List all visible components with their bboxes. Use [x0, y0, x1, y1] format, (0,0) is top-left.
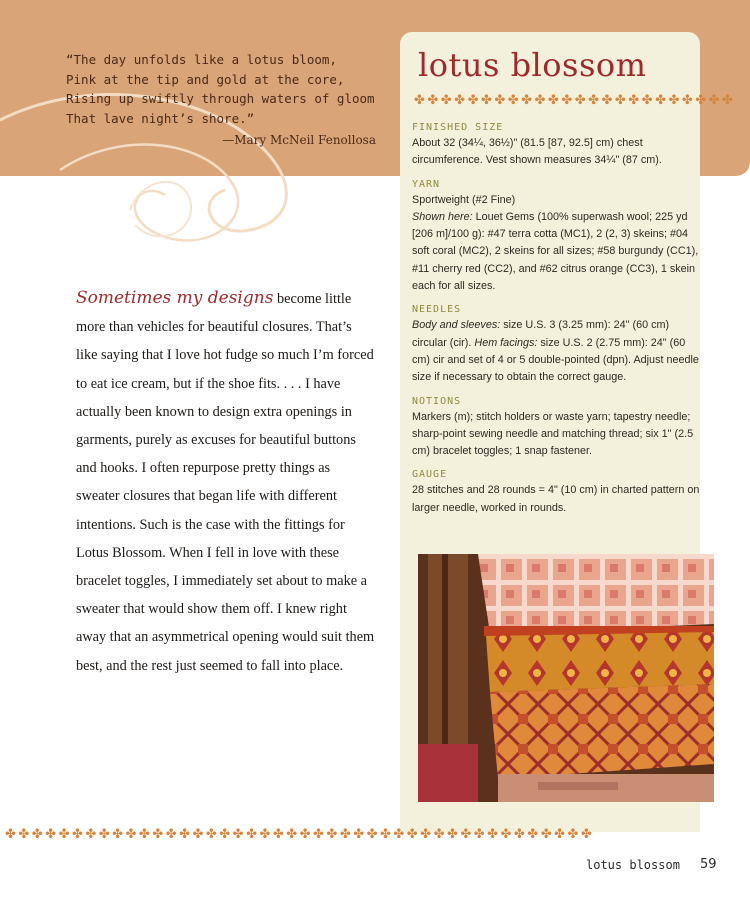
intro-paragraph [76, 284, 376, 680]
sweater-photo-illustration [418, 554, 714, 802]
spec-finished-size: About 32 (34¼, 36½)" (81.5 [87, 92.5] cm) chest circumference. Vest shown measures 34¼" (87 cm). [412, 137, 662, 167]
spec-needles [412, 317, 702, 386]
spec-yarn-label: Shown here: [412, 210, 473, 223]
spec-notions: Markers (m); stitch holders or waste yarn; tapestry needle; sharp-point sewing needle and matching thread; six 1" (2.5 cm) bracelet toggles; 1 snap fastener. [412, 410, 694, 458]
spec-heading-notions: NOTIONS [412, 395, 462, 407]
epigraph-quote [66, 50, 396, 151]
spec-gauge: 28 stitches and 28 rounds = 4" (10 cm) in charted pattern on larger needle, worked in rounds. [412, 484, 700, 514]
quote-line: Rising up swiftly through waters of gloom [66, 91, 375, 107]
spec-heading-finished-size: FINISHED SIZE [412, 122, 504, 133]
flower-motif-border-bottom: ✤✤✤✤✤✤✤✤✤✤✤✤✤✤✤✤✤✤✤✤✤✤✤✤✤✤✤✤✤✤✤✤✤✤✤✤✤✤✤✤✤✤✤✤ [5, 826, 595, 841]
page-number: 59 [700, 857, 717, 872]
spec-needles-text-1: size U.S. 3 (3.25 mm): 24" (60 cm) circular (cir). [412, 319, 670, 349]
spec-needles-label-1: Body and sleeves: [412, 319, 501, 332]
intro-text: become little more than vehicles for beautiful closures. That’s like saying that I love hot fudge so much I’m forced to eat ice cream, but if the shoe fits. . . . I have actually been known to design extra openings in garments, purely as excuses for beautiful buttons and hooks. I often repurpose pretty things as sweater closures that began life with different intentions. Such is the case with the fittings for Lotus Blossom. When I fell in love with these bracelet toggles, I immediately set about to make a sweater that would show them off. I knew right away that an asymmetrical opening would suit them best, and the rest just seemed to fall into place. [76, 291, 375, 674]
quote-line: “The day unfolds like a lotus bloom, [66, 52, 337, 67]
running-footer-title: lotus blossom [586, 858, 680, 872]
spec-yarn-weight: Sportweight (#2 Fine) [412, 193, 516, 206]
spec-heading-yarn: YARN [412, 178, 441, 190]
quote-line: Pink at the tip and gold at the core, [66, 71, 345, 87]
spec-heading-gauge: GAUGE [412, 469, 448, 481]
spec-yarn-detail [412, 209, 702, 295]
flower-motif-border: ✤✤✤✤✤✤✤✤✤✤✤✤✤✤✤✤✤✤✤✤✤✤✤✤ [414, 92, 736, 107]
spec-needles-text-2: size U.S. 2 (2.75 mm): 24" (60 cm) cir and set of 4 or 5 double-pointed (dpn). Adjust needle size if necessary to obtain the correct gauge. [412, 336, 699, 384]
intro-lead-phrase: Sometimes my designs [76, 288, 274, 308]
sweater-photo [418, 554, 714, 802]
pattern-title: lotus blossom [418, 46, 647, 84]
quote-line: That lave night’s shore.” [66, 110, 255, 126]
spec-needles-label-2: Hem facings: [474, 336, 538, 349]
quote-author: —Mary McNeil Fenollosa [222, 133, 376, 148]
pattern-specs [412, 120, 702, 517]
spec-yarn-text: Louet Gems (100% superwash wool; 225 yd [206 m]/100 g): #47 terra cotta (MC1), 2 (2, 3) skeins; #04 soft coral (MC2), 2 skeins for all sizes; #58 burgundy (CC1), #11 cherry red (CC2), and #62 citrus orange (CC3), 1 skein each for all sizes. [412, 210, 699, 293]
spec-heading-needles: NEEDLES [412, 304, 462, 316]
